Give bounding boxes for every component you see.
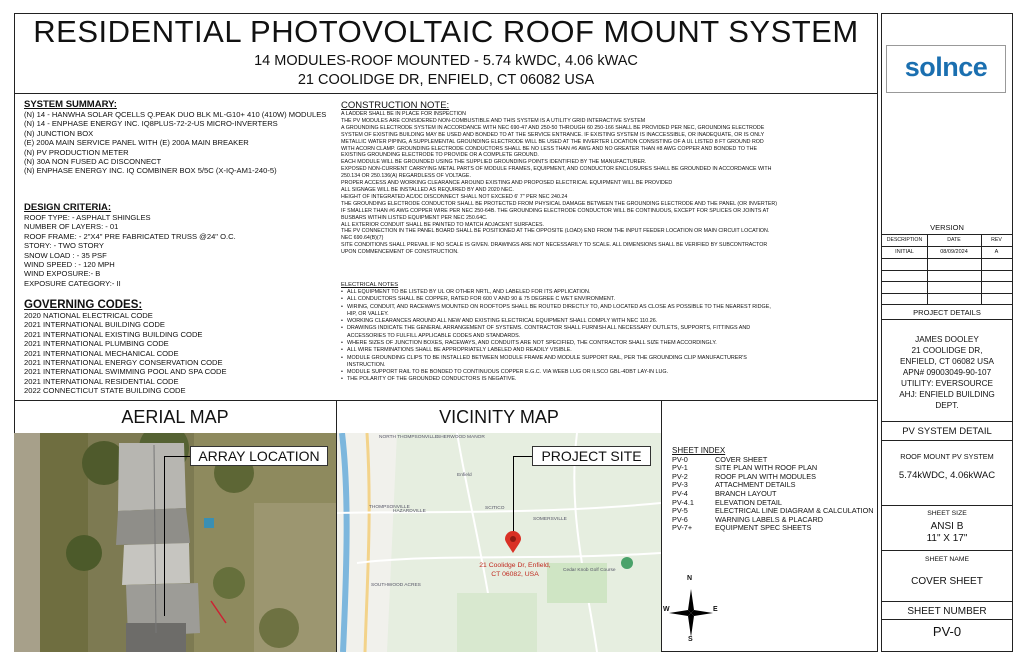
pv-system-heading: PV SYSTEM DETAIL [902,426,992,437]
design-criteria-item: ROOF FRAME: - 2"X4" PRE FABRICATED TRUSS @24" O.C. [24,231,236,241]
sheet-size-value-2: 11" X 17" [926,533,968,544]
governing-codes-list [24,311,334,396]
sheet-title: ATTACHMENT DETAILS [715,480,796,490]
governing-code-item: 2021 INTERNATIONAL PLUMBING CODE [24,339,169,349]
compass-w: W [663,606,670,613]
map-place-label: Enfield [457,473,472,478]
map-place-label: THOMPSONVILLE [369,505,410,510]
version-cell-date: 08/09/2024 [940,249,968,255]
electrical-note-text: ALL CONDUCTORS SHALL BE COPPER, RATED FOR 600 V AND 90 & 75 DEGREE C WET ENVIRONMENT. [347,296,615,303]
system-summary-item: (N) ENPHASE ENERGY INC. IQ COMBINER BOX 5/5C (X-IQ-AM1-240-5) [24,166,277,176]
sheet-title: COVER SHEET [715,454,768,464]
pv-system-line-2: 5.74kWDC, 4.06kWAC [898,470,996,481]
construction-note-line: PROPER ACCESS AND WORKING CLEARANCE AROUND EXISTING AND PROPOSED ELECTRICAL EQUIPMENT WILL BE PROVIDED [341,180,673,187]
tb-divider-8 [882,619,1012,620]
compass-rose-icon [663,583,719,643]
version-heading: VERSION [930,223,964,232]
governing-code-item: 2021 INTERNATIONAL RESIDENTIAL CODE [24,376,179,386]
sheet-code: PV-7+ [672,523,693,533]
construction-note-line: IF SMALLER THAN #6 AWG COPPER WIRE PER NEC 250-64B. THE GROUNDING ELECTRODE CONDUCTOR WILL BE CONTINUOUS, EXCEPT FOR SPLICES OR JOINTS AT [341,207,769,214]
tb-divider-2 [882,319,1012,320]
electrical-notes-list [341,289,876,384]
design-criteria-item: NUMBER OF LAYERS: - 01 [24,222,119,232]
construction-note-line: ALL SIGNAGE WILL BE INSTALLED AS REQUIRED BY AND 2020 NEC. [341,186,514,193]
sheet-title: WARNING LABELS & PLACARD [715,514,823,524]
system-summary-item: (N) PV PRODUCTION METER [24,147,129,157]
electrical-note-text: ALL WIRE TERMINATIONS SHALL BE APPROPRIATELY LABELED AND READILY VISIBLE. [347,347,572,354]
map-place-label: HAZARDVILLE [393,509,426,514]
electrical-note-text: ALL EQUIPMENT TO BE LISTED BY UL OR OTHER NRTL, AND LABELED FOR ITS APPLICATION. [347,288,591,295]
version-cell-description: INITIAL [895,249,914,255]
electrical-note-item [341,289,876,296]
electrical-note-item [341,347,876,354]
construction-note-line: ALL EXTERIOR CONDUIT SHALL BE PAINTED TO MATCH ADJACENT SURFACES. [341,221,544,228]
version-vline-1 [927,235,928,305]
bullet-icon: • [341,318,343,325]
sheet-size-value-1: ANSI B [930,521,964,532]
maps-divider [14,400,878,401]
project-callout-leader [513,456,514,534]
sheet-title: ELECTRICAL LINE DIAGRAM & CALCULATION [715,506,874,516]
tb-divider-4 [882,440,1012,441]
map-place-label: SOUTHWOOD ACRES [371,583,421,588]
construction-note-heading: CONSTRUCTION NOTE: [341,100,450,111]
project-callout-leader-h [513,456,532,457]
construction-note-line: EACH MODULE WILL BE GROUNDED USING THE SUPPLIED GROUNDING POINTS IDENTIFIED BY THE MANUFACTURER. [341,159,647,166]
company-logo [886,45,1006,93]
governing-code-item: 2021 INTERNATIONAL EXISTING BUILDING CODE [24,329,203,339]
tb-divider-3 [882,421,1012,422]
array-location-callout: ARRAY LOCATION [190,446,328,466]
sheet-name-heading: SHEET NAME [924,556,970,563]
electrical-note-item [341,369,876,376]
map-place-label: SHERWOOD MANOR [437,435,485,440]
compass-n: N [687,575,693,582]
system-summary-item: (E) 200A MAIN SERVICE PANEL WITH (E) 200A MAIN BREAKER [24,138,249,148]
design-criteria-item: STORY: - TWO STORY [24,241,104,251]
project-detail-line: UTILITY: EVERSOURCE [901,379,993,388]
header-divider [14,93,878,94]
address-subtitle: 21 COOLIDGE DR, ENFIELD, CT 06082 USA [297,72,595,88]
sheet-code: PV-2 [672,471,688,481]
sheet-code: PV-1 [672,463,688,473]
electrical-note-item [341,311,876,318]
electrical-note-item [341,355,876,362]
construction-note-line: WITH ACORN CLAMP. GROUNDING ELECTRODE CONDUCTORS SHALL BE NO LESS THAN #6 AWG AND NO GREATER THAN #8 AWG COPPER AND BONDED TO THE [341,145,757,152]
bullet-icon: • [341,347,343,354]
electrical-note-item [341,376,876,383]
version-col-date: DATE [947,237,961,243]
version-row-line [882,270,1012,271]
sheet-title: SITE PLAN WITH ROOF PLAN [715,463,818,473]
sheet-title: ELEVATION DETAIL [715,497,782,507]
system-summary-item: (N) JUNCTION BOX [24,128,94,138]
governing-codes-heading: GOVERNING CODES: [24,299,143,311]
construction-note-line: BUSBARS WITHIN LISTED EQUIPMENT PER NEC 250.64C. [341,214,488,221]
electrical-note-item [341,325,876,332]
construction-note-line: SITE CONDITIONS SHALL PREVAIL IF NO SCALE IS GIVEN. DRAWINGS ARE NOT NECESSARILY TO SCALE. ALL DIMENSIONS SHALL BE VERIFIED BY SUBCONTRACTOR [341,242,768,249]
bullet-icon: • [341,369,343,376]
design-criteria-item: SNOW LOAD : - 35 PSF [24,250,107,260]
map-place-label: SCITICO [485,506,505,511]
construction-note-line: EXISTING GROUNDING ELECTRODE TO PROVIDE OR A COMPLETE GROUND. [341,152,539,159]
sheet-size-heading: SHEET SIZE [927,510,967,517]
design-criteria-item: WIND EXPOSURE:- B [24,269,101,279]
design-criteria-list [24,213,334,288]
electrical-note-text: WIRING, CONDUIT, AND RACEWAYS MOUNTED ON ROOFTOPS SHALL BE ROUTED DIRECTLY TO, AND LOCATED AS CLOSE AS POSSIBLE TO THE NEAREST RIDGE, [347,303,771,310]
construction-note-line: THE PV MODULES ARE CONSIDERED NON-COMBUSTIBLE AND THIS SYSTEM IS A UTILITY GRID INTERACTIVE SYSTEM [341,117,646,124]
bullet-icon: • [341,325,343,332]
system-summary-item: (N) 30A NON FUSED AC DISCONNECT [24,157,162,167]
sheet-code: PV-4 [672,488,688,498]
array-callout-leader [164,456,165,616]
system-summary-list [24,110,334,176]
construction-note-line: EXPOSED NON-CURRENT CARRYING METAL PARTS OF MODULE FRAMES, EQUIPMENT, AND CONDUCTOR ENCLOSURES SHALL BE GROUNDED IN ACCORDANCE WITH [341,166,772,173]
design-criteria-item: WIND SPEED : - 120 MPH [24,260,115,270]
construction-note-line: THE PV CONNECTION IN THE PANEL BOARD SHALL BE POSITIONED AT THE OPPOSITE (LOAD) END FROM THE INPUT FEEDER LOCATION OR MAIN CIRCUIT LOCATION. [341,228,770,235]
electrical-note-item [341,362,876,369]
electrical-note-text: WHERE SIZES OF JUNCTION BOXES, RACEWAYS, AND CONDUITS ARE NOT SPECIFIED, THE CONTRACTOR SHALL SIZE THEM ACCORDINGLY. [347,339,717,346]
electrical-note-item [341,296,876,303]
electrical-note-text: WORKING CLEARANCES AROUND ALL NEW AND EXISTING ELECTRICAL EQUIPMENT SHALL COMPLY WITH NEC 110.26. [347,318,658,325]
sheet-code: PV-4.1 [672,497,694,507]
sheet-title: BRANCH LAYOUT [715,488,777,498]
tb-divider-5 [882,505,1012,506]
construction-note-line: THE GROUNDING ELECTRODE CONDUCTOR SHALL BE PROTECTED FROM PHYSICAL DAMAGE BETWEEN THE GROUNDING ELECTRODE AND THE PANEL (OR INVERTER) [341,200,777,207]
construction-note-line: SYSTEM OF EXISTING BUILDING MAY BE USED AND BONDED TO AT THE SERVICE ENTRANCE. IF EXISTING SYSTEM IS INACCESSIBLE, OR INADEQUATE, OR IS ONLY [341,131,765,138]
electrical-note-item [341,318,876,325]
version-row-line [882,258,1012,259]
electrical-note-text: MODULE GROUNDING CLIPS TO BE INSTALLED BETWEEN MODULE FRAME AND MODULE SUPPORT RAIL, PER THE GROUNDING CLIP MANUFACTURER'S [347,354,747,361]
construction-note-line: METALLIC WATER PIPING, A SUPPLEMENTAL GROUNDING ELECTRODE WILL BE USED AT THE INVERTER LOCATION CONSISTING OF A UL LISTED 8 FT GROUND ROD [341,138,764,145]
array-callout-leader-h [164,456,190,457]
sheet-number-value: PV-0 [932,624,962,639]
construction-note-line: NEC 690.64(B)(7) [341,235,384,242]
version-cell-rev: A [994,249,999,255]
design-criteria [24,202,334,288]
sheet-number-heading: SHEET NUMBER [907,606,987,617]
sheet-code: PV-6 [672,514,688,524]
bullet-icon: • [341,376,343,383]
sheet-code: PV-0 [672,454,688,464]
tb-divider-7 [882,601,1012,602]
governing-code-item: 2020 NATIONAL ELECTRICAL CODE [24,311,153,320]
system-summary-item: (N) 14 - HANWHA SOLAR QCELLS Q.PEAK DUO BLK ML-G10+ 410 (410W) MODULES [24,110,327,119]
bullet-icon: • [341,354,343,361]
vicinity-map-heading: VICINITY MAP [439,407,559,427]
electrical-note-text: DRAWINGS INDICATE THE GENERAL ARRANGEMENT OF SYSTEMS. CONTRACTOR SHALL FURNISH ALL NECESSARY OUTLETS, SUPPORTS, FITTINGS AND [347,325,751,332]
system-summary-heading: SYSTEM SUMMARY: [24,99,117,110]
sheet-index [672,447,872,533]
version-row-line [882,281,1012,282]
governing-codes [24,299,334,396]
electrical-note-text: INSTRUCTION. [347,361,386,368]
construction-note-line: HEIGHT OF INTEGRATED AC/DC DISCONNECT SHALL NOT EXCEED 6' 7" PER NEC 240.24 [341,193,568,200]
electrical-note-text: HIP, OR VALLEY. [347,310,389,317]
aerial-map-heading: AERIAL MAP [121,407,229,427]
electrical-note-text: THE POLARITY OF THE GROUNDED CONDUCTORS IS NEGATIVE. [347,376,517,383]
pin-address-line-1: 21 Coolidge Dr, Enfield, [479,562,551,569]
location-pin-icon [505,531,521,553]
tb-divider-1 [882,304,1012,305]
sheet-index-row [672,524,872,533]
pin-address-line-2: CT 06082, USA [491,571,539,578]
pin-address-label [470,561,560,579]
project-details-list [882,334,1012,411]
electrical-note-text: ACCESSORIES TO FULFILL APPLICABLE CODES AND STANDARDS. [347,332,521,339]
project-detail-line: AHJ: ENFIELD BUILDING [899,390,995,399]
sheet-title: ROOF PLAN WITH MODULES [715,471,816,481]
project-detail-line: JAMES DOOLEY [915,335,979,344]
map-place-label: SOMERSVILLE [533,517,567,522]
compass-e: E [713,606,718,613]
logo-wordmark: solnce [904,52,988,82]
tb-divider-6 [882,550,1012,551]
electrical-note-item [341,304,876,311]
version-table [882,222,1012,304]
version-vline-2 [981,235,982,305]
sheet-title: EQUIPMENT SPEC SHEETS [715,523,812,533]
electrical-note-item [341,333,876,340]
bullet-icon: • [341,288,343,295]
compass-s: S [688,636,693,643]
project-detail-line: APN# 09003049-90-107 [902,368,992,377]
page-title: RESIDENTIAL PHOTOVOLTAIC ROOF MOUNT SYSTEM [33,14,859,49]
governing-code-item: 2021 INTERNATIONAL BUILDING CODE [24,320,165,330]
sheet-name-value: COVER SHEET [911,576,983,587]
construction-note [341,100,876,256]
bullet-icon: • [341,303,343,310]
project-site-callout: PROJECT SITE [532,446,651,466]
construction-note-line: 250.134 OR 250.136(A) REGARDLESS OF VOLTAGE. [341,173,471,180]
electrical-notes-heading: ELECTRICAL NOTES [341,282,399,288]
bullet-icon: • [341,339,343,346]
governing-code-item: 2022 CONNECTICUT STATE BUILDING CODE [24,386,186,396]
electrical-notes [341,282,876,384]
bullet-icon: • [341,296,343,303]
electrical-note-item [341,340,876,347]
design-criteria-item: EXPOSURE CATEGORY:- II [24,278,121,288]
version-grid [882,234,1012,305]
governing-code-item: 2021 INTERNATIONAL SWIMMING POOL AND SPA CODE [24,367,227,377]
construction-note-line: A LADDER SHALL BE IN PLACE FOR INSPECTION [341,111,466,117]
governing-code-item: 2021 INTERNATIONAL ENERGY CONSERVATION CODE [24,358,223,368]
version-row-line [882,293,1012,294]
version-col-description: DESCRIPTION [886,237,923,243]
construction-note-line: A GROUNDING ELECTRODE SYSTEM IN ACCORDANCE WITH NEC 690-47 AND 250-50 THROUGH 60 250-166 SHALL BE PROVIDED PER NEC, GROUNDING ELECTRODE [341,124,765,131]
system-summary [24,99,334,176]
sheet-code: PV-5 [672,506,688,516]
sheet-index-heading: SHEET INDEX [672,446,726,455]
electrical-note-text: MODULE SUPPORT RAIL TO BE BONDED TO CONTINUOUS COPPER E.G.C. VIA WEEB LUG OR ILSCO GBL-4DBT LAY-IN LUG. [347,369,669,376]
map-place-label: Cedar Knob Golf Course [563,568,616,573]
system-summary-item: (N) 14 - ENPHASE ENERGY INC. IQ8PLUS-72-2-US MICRO-INVERTERS [24,119,278,129]
project-detail-line: DEPT. [935,401,959,410]
version-col-rev: REV [991,237,1002,243]
construction-note-line: UPON COMMENCEMENT OF CONSTRUCTION. [341,249,459,256]
sheet-code: PV-3 [672,480,688,490]
pv-system-line-1: ROOF MOUNT PV SYSTEM [900,452,994,461]
design-criteria-item: ROOF TYPE: - ASPHALT SHINGLES [24,213,151,222]
map-place-label: NORTH THOMPSONVILLE [379,435,438,440]
project-detail-line: 21 COOLIDGE DR, [911,346,983,355]
construction-note-lines [341,111,876,256]
design-criteria-heading: DESIGN CRITERIA: [24,202,112,213]
governing-code-item: 2021 INTERNATIONAL MECHANICAL CODE [24,348,179,358]
system-size-subtitle: 14 MODULES-ROOF MOUNTED - 5.74 kWDC, 4.06 kWAC [254,53,638,69]
sheet-index-list [672,456,872,533]
project-details-heading: PROJECT DETAILS [913,308,981,317]
project-detail-line: ENFIELD, CT 06082 USA [899,357,995,366]
sheet-index-split [661,400,662,652]
